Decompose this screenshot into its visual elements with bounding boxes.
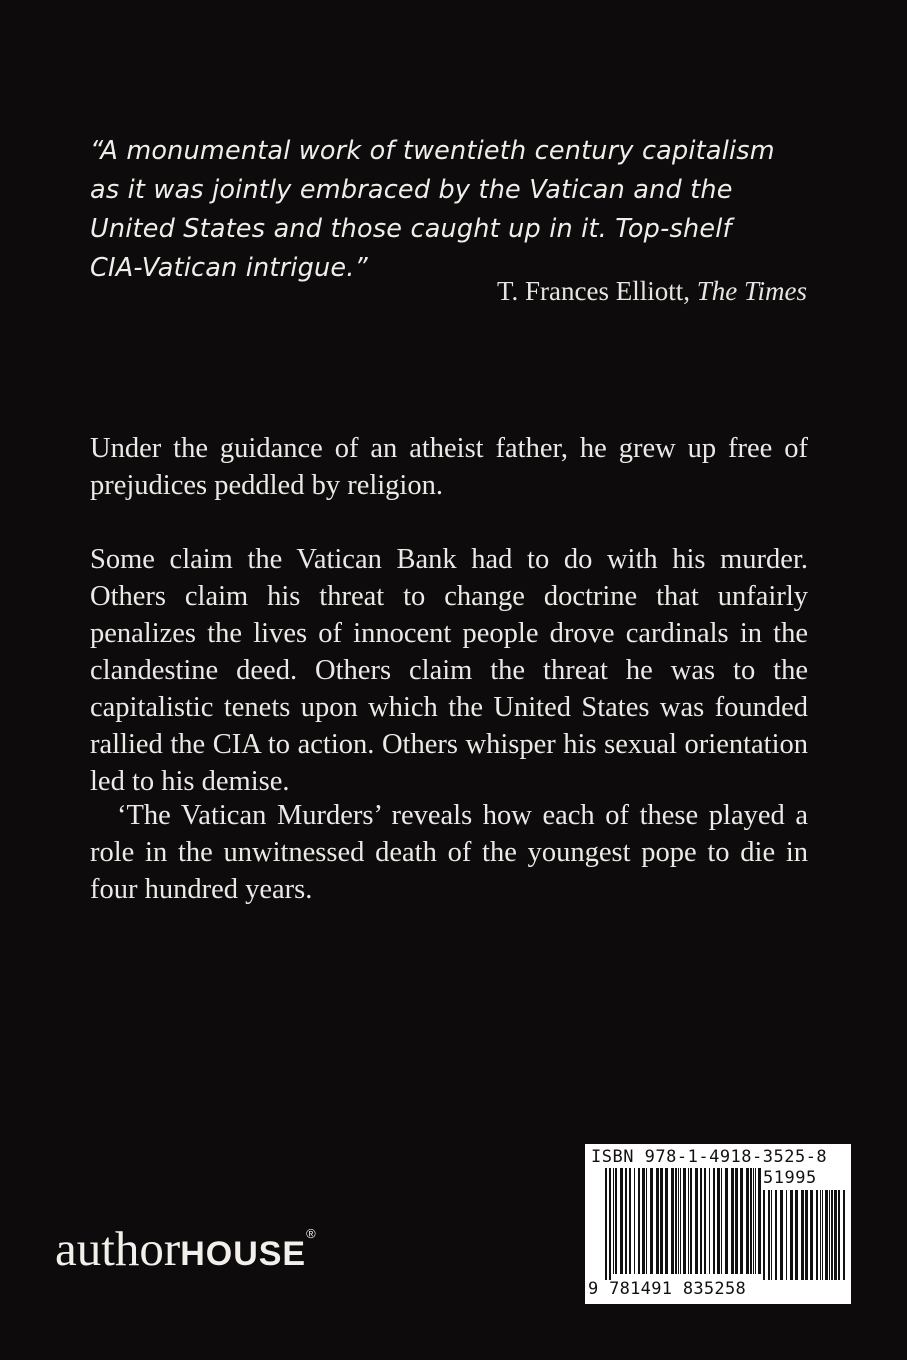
barcode-bar <box>780 1190 783 1280</box>
registered-mark: ® <box>306 1226 316 1241</box>
barcode-bar <box>755 1168 756 1274</box>
barcode-bar <box>829 1190 830 1280</box>
blurb-paragraph-3: ‘The Vatican Murders’ reveals how each of these played a role in the unwitnessed death of the youngest pope to die in four hundred years. <box>90 800 808 905</box>
barcode-bar <box>615 1168 617 1274</box>
barcode-bar <box>768 1190 770 1280</box>
barcode-bar <box>683 1168 686 1274</box>
barcode-bar <box>609 1168 611 1280</box>
barcode-bar <box>795 1190 798 1280</box>
barcode-bar <box>746 1168 749 1274</box>
attribution-publication: The Times <box>696 276 807 306</box>
barcode-bar <box>825 1190 828 1280</box>
barcode-bar <box>816 1190 818 1280</box>
barcode-bar <box>801 1190 804 1280</box>
barcode-bar <box>740 1168 743 1274</box>
barcode-bar <box>660 1168 663 1274</box>
barcode-bar <box>775 1190 777 1280</box>
attribution-author: T. Frances Elliott, <box>497 276 690 306</box>
barcode-bar <box>750 1168 752 1274</box>
barcode-bar <box>688 1168 689 1274</box>
barcode-bar <box>680 1168 681 1274</box>
barcode-bar <box>831 1190 833 1280</box>
barcode-bar <box>753 1168 754 1274</box>
barcode-bar <box>634 1168 635 1274</box>
barcode-bar <box>820 1190 821 1280</box>
barcode-bar <box>620 1168 623 1274</box>
quote-line: United States and those caught up in it. Top-shelf <box>90 214 732 244</box>
barcode-bar <box>638 1168 640 1274</box>
barcode-bar <box>629 1168 631 1274</box>
barcode-bar <box>671 1168 674 1274</box>
barcode-bar <box>725 1168 728 1274</box>
barcode-bar <box>731 1168 734 1274</box>
logo-house-text: HOUSE <box>180 1235 307 1273</box>
price-code: 51995 <box>763 1168 817 1188</box>
barcode-bar <box>656 1168 659 1274</box>
barcode-bar <box>735 1168 738 1274</box>
quote-line: “A monumental work of twentieth century capitalism <box>90 136 775 166</box>
barcode-bar <box>805 1190 808 1280</box>
barcode-bar <box>790 1190 793 1280</box>
barcode-bar <box>717 1168 720 1274</box>
barcode-bar <box>810 1190 813 1280</box>
blurb-paragraph-1: Under the guidance of an atheist father, he grew up free of prejudices peddled by religion. <box>90 433 808 501</box>
barcode-bar <box>786 1190 787 1280</box>
isbn-label: ISBN 978-1-4918-3525-8 <box>591 1147 828 1167</box>
barcode-bar <box>763 1190 765 1280</box>
barcode-bar <box>834 1190 837 1280</box>
barcode-bar <box>613 1168 614 1274</box>
barcode-bar <box>646 1168 647 1274</box>
barcode-bar <box>675 1168 677 1274</box>
quote-line: CIA-Vatican intrigue.” <box>90 253 368 283</box>
barcode-bar <box>838 1190 840 1280</box>
barcode-bar <box>704 1168 706 1274</box>
barcode-bar <box>771 1190 772 1280</box>
quote-attribution <box>497 276 807 307</box>
barcode-bar <box>642 1168 645 1274</box>
barcode-bar <box>625 1168 627 1274</box>
barcode-bar <box>721 1168 722 1274</box>
isbn-barcode <box>585 1144 851 1304</box>
publisher-logo <box>55 1220 316 1277</box>
logo-author-text: author <box>55 1221 181 1276</box>
blurb-paragraph-2: Some claim the Vatican Bank had to do with his murder. Others claim his threat to change doctrine that unfairly penalizes the lives of innocent people drove cardinals in the clandestine deed. Others claim the threat he was to the capitalistic tenets upon which the United States was founded rallied the CIA to action. Others whisper his sexual orientation led to his demise. <box>90 544 808 797</box>
barcode-bar <box>843 1190 845 1280</box>
barcode-bar <box>709 1168 710 1274</box>
barcode-bar <box>665 1168 668 1274</box>
barcode-bar <box>695 1168 698 1274</box>
barcode-bar <box>758 1168 761 1274</box>
barcode-bar <box>605 1168 607 1280</box>
ean-digits: 9 781491 835258 <box>588 1279 747 1299</box>
barcode-bar <box>650 1168 653 1274</box>
barcode-bar <box>700 1168 702 1274</box>
barcode-bar <box>678 1168 679 1274</box>
barcode-bar <box>822 1190 823 1280</box>
barcode-bar <box>690 1168 692 1274</box>
quote-line: as it was jointly embraced by the Vatican and the <box>90 175 733 205</box>
barcode-bar <box>713 1168 715 1274</box>
endorsement-quote <box>90 132 820 288</box>
